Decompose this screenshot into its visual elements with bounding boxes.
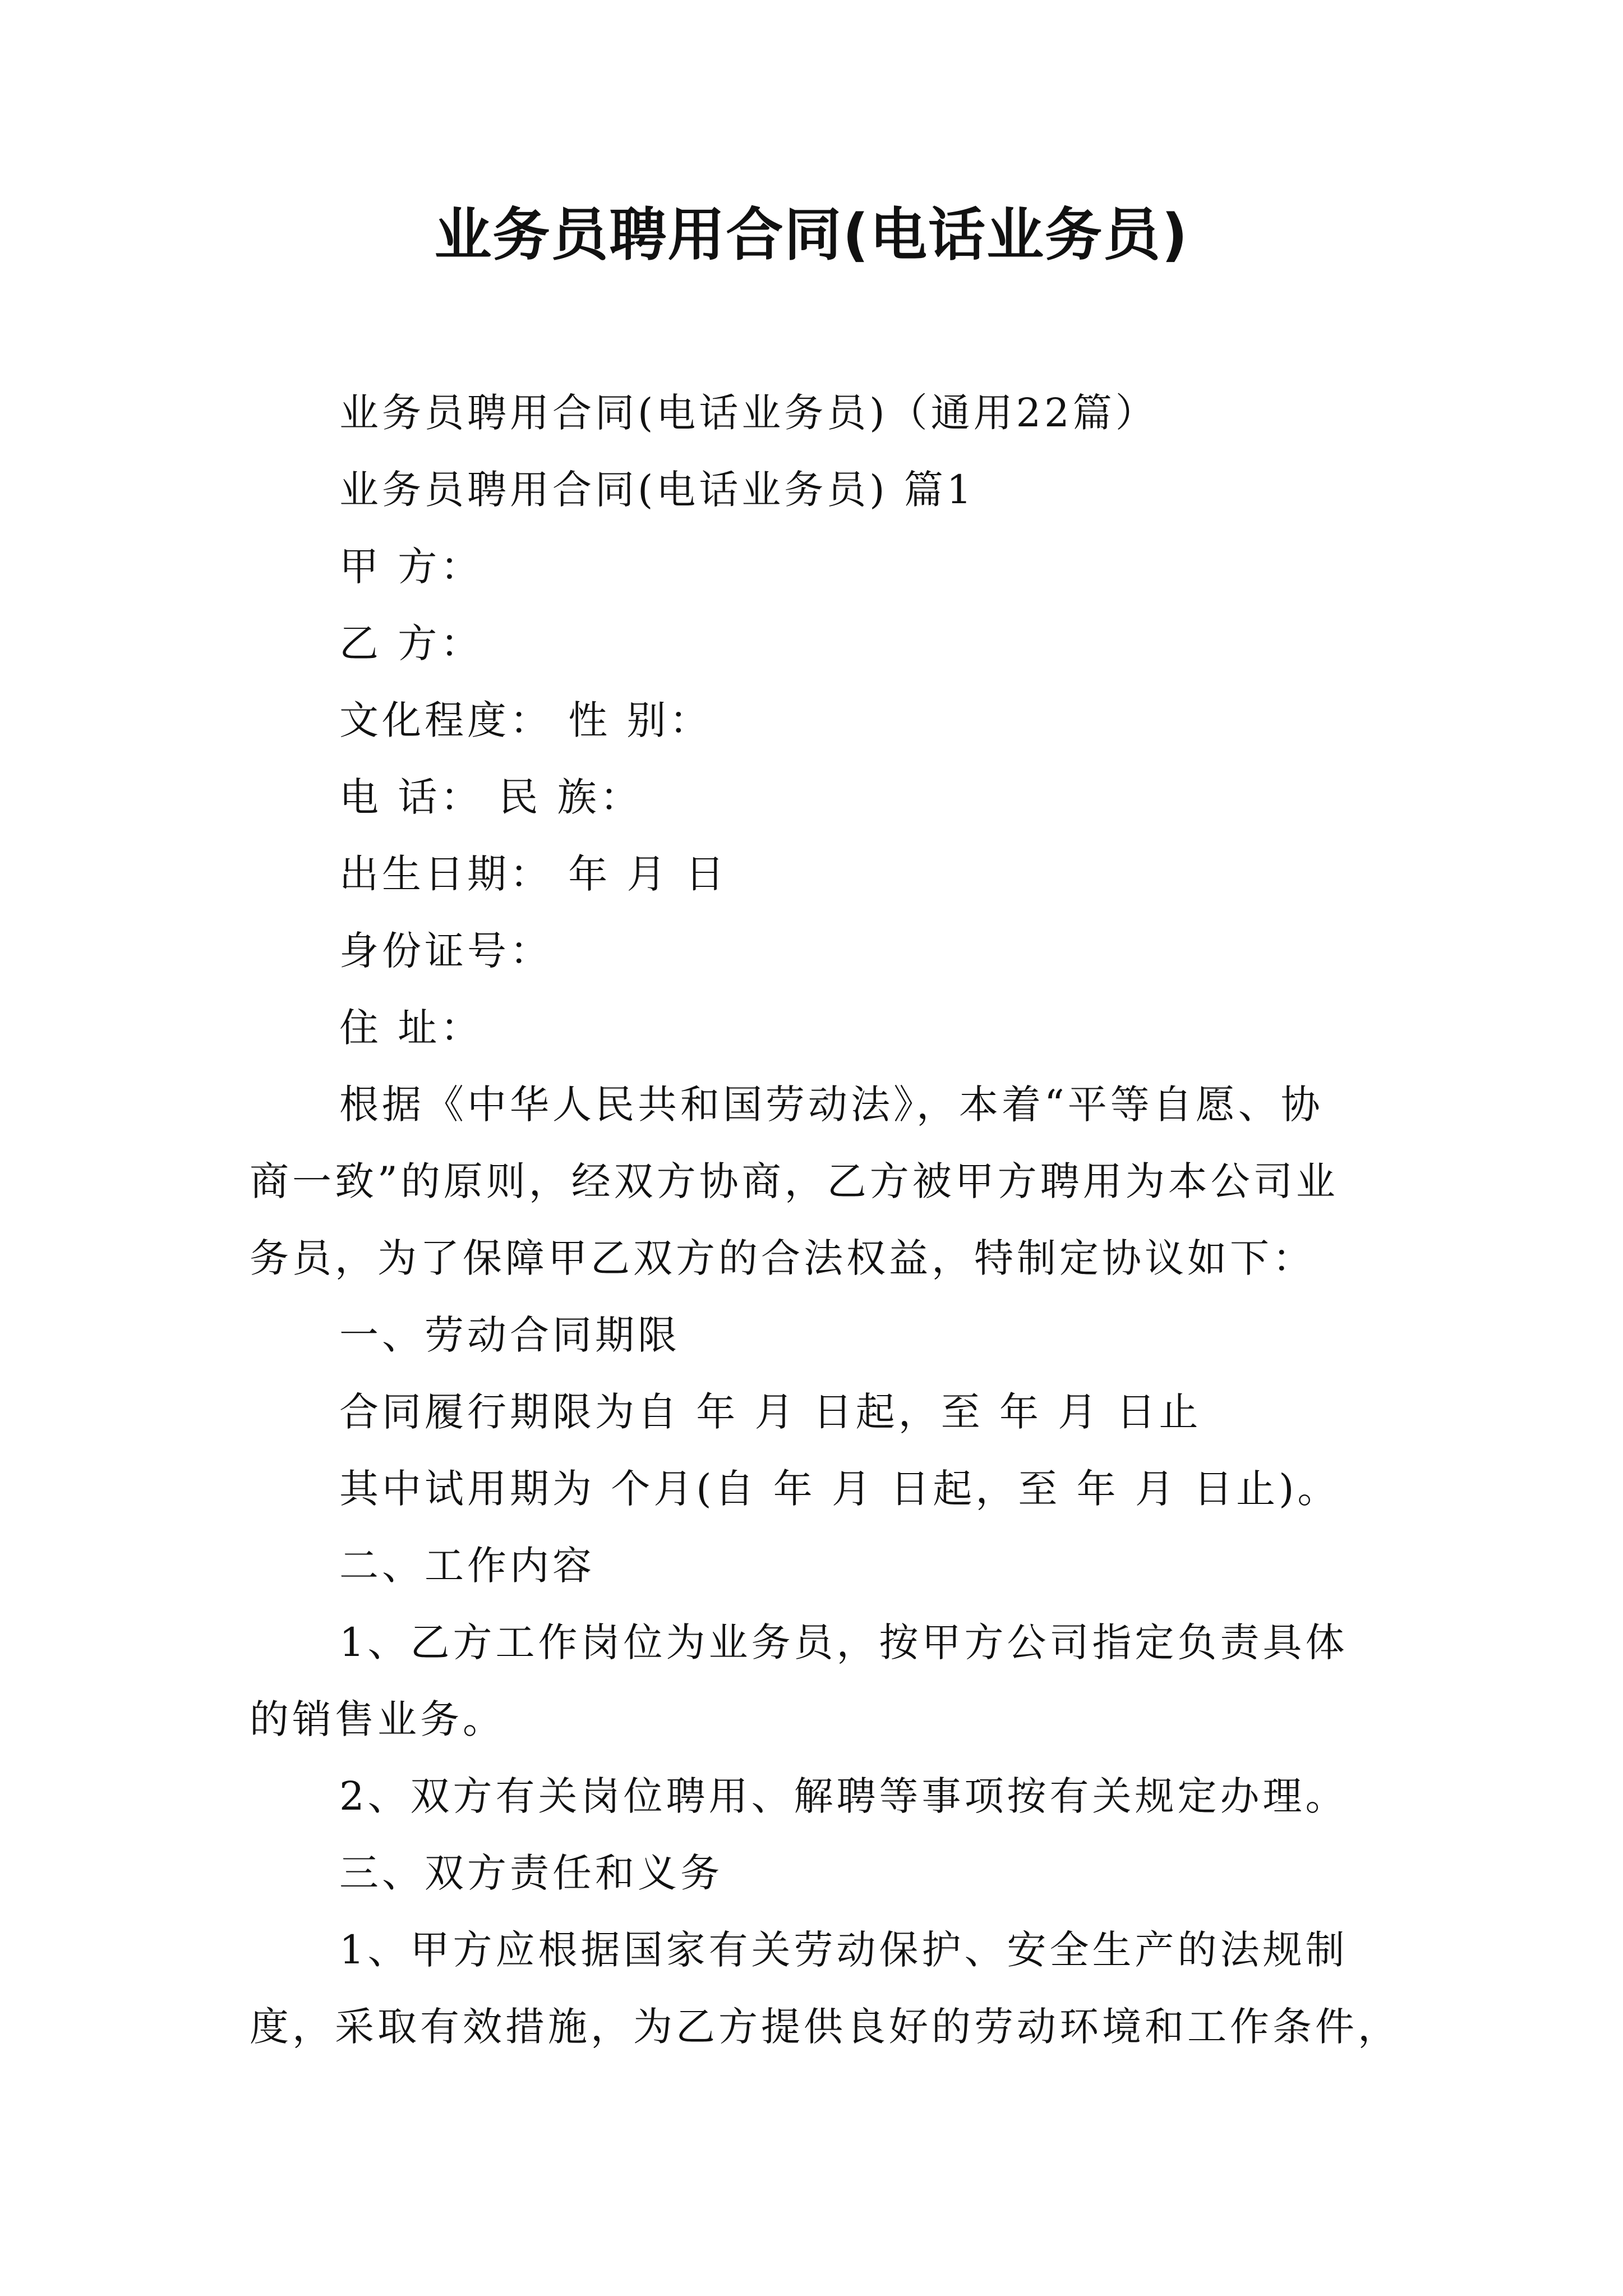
text-line: 乙 方：	[339, 620, 483, 666]
document-title: 业务员聘用合同(电话业务员)	[434, 202, 1189, 269]
text-line: 身份证号：	[339, 928, 552, 974]
text-line: 甲 方：	[339, 544, 483, 590]
text-line: 其中试用期为 个月(自 年 月 日起，至 年 月 日止)。	[339, 1466, 1340, 1512]
text-line: 业务员聘用合同(电话业务员) 篇1	[339, 467, 975, 513]
text-line: 1、甲方应根据国家有关劳动保护、安全生产的法规制	[339, 1927, 1348, 1973]
text-line: 2、双方有关岗位聘用、解聘等事项按有关规定办理。	[339, 1773, 1348, 1819]
text-line: 务员，为了保障甲乙双方的合法权益，特制定协议如下：	[250, 1235, 1315, 1281]
text-line: 度，采取有效措施，为乙方提供良好的劳动环境和工作条件，	[250, 2004, 1400, 2050]
text-line: 业务员聘用合同(电话业务员)（通用22篇）	[339, 390, 1158, 436]
text-line: 电 话： 民 族：	[339, 774, 643, 820]
text-line: 根据《中华人民共和国劳动法》，本着“平等自愿、协	[339, 1082, 1324, 1128]
text-line: 住 址：	[339, 1005, 483, 1051]
text-line: 出生日期： 年 月 日	[339, 851, 728, 897]
text-line: 1、乙方工作岗位为业务员，按甲方公司指定负责具体	[339, 1619, 1348, 1665]
text-line: 三、双方责任和义务	[339, 1850, 723, 1896]
text-line: 二、工作内容	[339, 1543, 595, 1589]
text-line: 商一致”的原则，经双方协商，乙方被甲方聘用为本公司业	[250, 1158, 1339, 1204]
document-body	[250, 375, 1400, 2065]
text-line: 文化程度： 性 别：	[339, 697, 712, 743]
text-line: 一、劳动合同期限	[339, 1312, 680, 1358]
text-line: 合同履行期限为自 年 月 日起，至 年 月 日止	[339, 1389, 1202, 1435]
text-line: 的销售业务。	[250, 1696, 505, 1742]
